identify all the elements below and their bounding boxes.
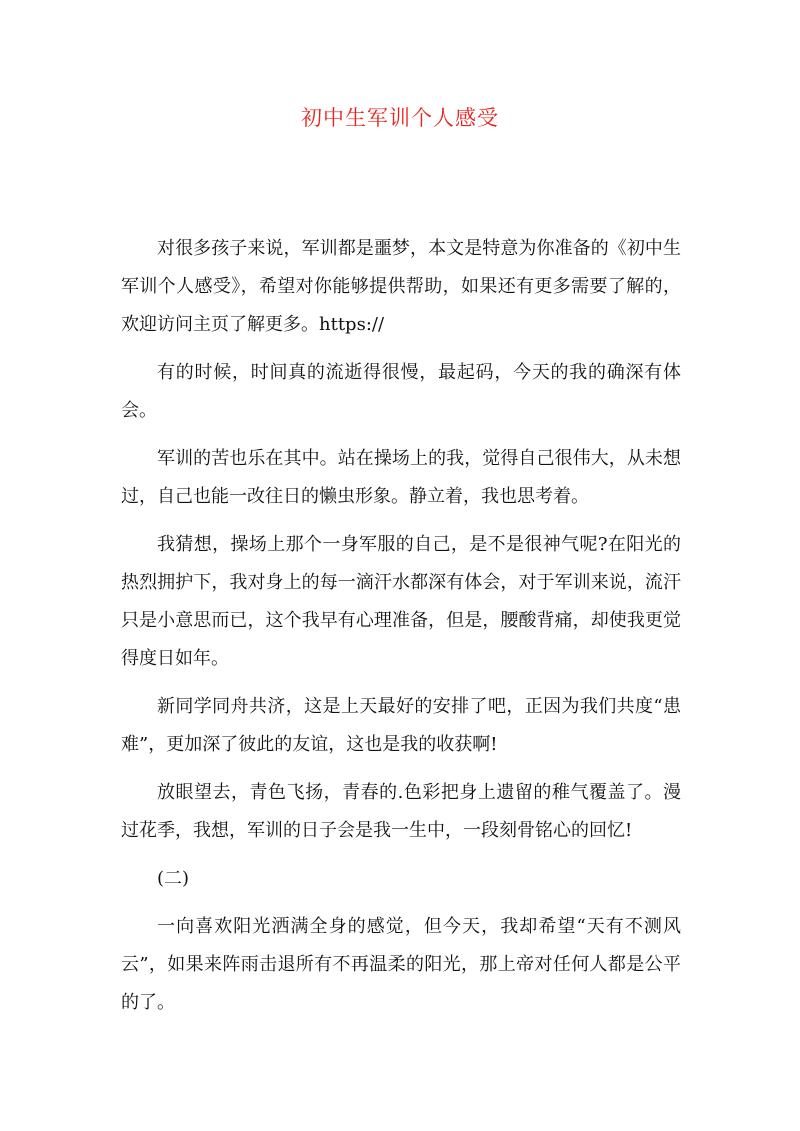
paragraph-5: 新同学同舟共济，这是上天最好的安排了吧，正因为我们共度“患难”，更加深了彼此的友谊，这也是我的收获啊! [121,696,681,755]
paragraph-1: 对很多孩子来说，军训都是噩梦，本文是特意为你准备的《初中生军训个人感受》，希望对你能够提供帮助，如果还有更多需要了解的，欢迎访问主页了解更多。https:// [121,238,681,335]
paragraph-3: 军训的苦也乐在其中。站在操场上的我，觉得自己很伟大，从未想过，自己也能一改往日的懒虫形象。静立着，我也思考着。 [121,448,681,507]
document-body [121,230,681,1032]
paragraph-7: 一向喜欢阳光洒满全身的感觉，但今天，我却希望“天有不测风云”，如果来阵雨击退所有不再温柔的阳光，那上帝对任何人都是公平的了。 [121,916,681,1013]
paragraph-4: 我猜想，操场上那个一身军服的自己，是不是很神气呢?在阳光的热烈拥护下，我对身上的每一滴汗水都深有体会，对于军训来说，流汗只是小意思而已，这个我早有心理准备，但是，腰酸背痛，却使我更觉得度日如年。 [121,534,681,669]
paragraph-6: 放眼望去，青色飞扬，青春的.色彩把身上遗留的稚气覆盖了。漫过花季，我想，军训的日子会是我一生中，一段刻骨铭心的回忆! [121,782,681,841]
section-marker: (二) [157,868,190,889]
document-title: 初中生军训个人感受 [301,106,499,130]
paragraph-2: 有的时候，时间真的流逝得很慢，最起码，今天的我的确深有体会。 [121,362,681,421]
